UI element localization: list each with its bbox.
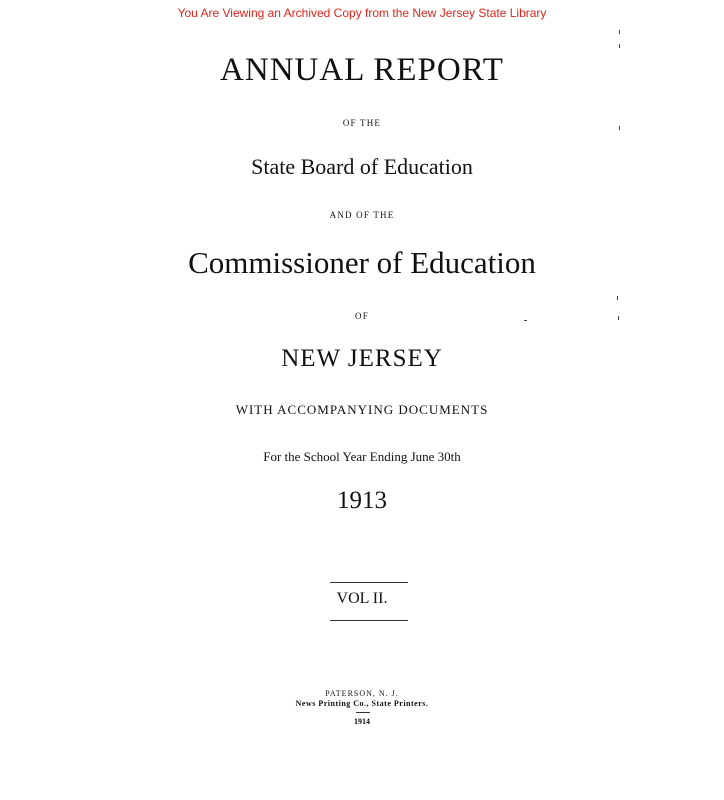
connector-and-of-the: AND OF THE [329, 210, 395, 220]
scan-speck [524, 320, 527, 321]
scan-speck [619, 30, 620, 34]
scan-speck [619, 44, 620, 48]
connector-of-the: OF THE [342, 118, 382, 128]
report-title: ANNUAL REPORT [220, 52, 504, 88]
state-name: NEW JERSEY [281, 345, 443, 372]
imprint-city: PATERSON, N. J. [325, 689, 399, 698]
imprint-printer: News Printing Co., State Printers. [295, 699, 429, 708]
imprint-year: 1914 [354, 717, 370, 726]
volume-label: VOL II. [336, 590, 388, 607]
connector-of: OF [355, 311, 369, 321]
scan-speck [618, 316, 619, 320]
volume-rule-top [330, 582, 408, 583]
archive-banner: You Are Viewing an Archived Copy from the New Jersey State Library [177, 6, 547, 20]
with-documents-line: WITH ACCOMPANYING DOCUMENTS [235, 402, 489, 417]
scan-speck [619, 126, 620, 130]
imprint-rule [356, 712, 370, 713]
report-year: 1913 [337, 487, 387, 514]
volume-rule-bottom [330, 620, 408, 621]
school-year-line: For the School Year Ending June 30th [263, 449, 461, 464]
board-title: State Board of Education [251, 154, 473, 179]
commissioner-title: Commissioner of Education [188, 245, 536, 280]
scan-speck [617, 296, 618, 300]
